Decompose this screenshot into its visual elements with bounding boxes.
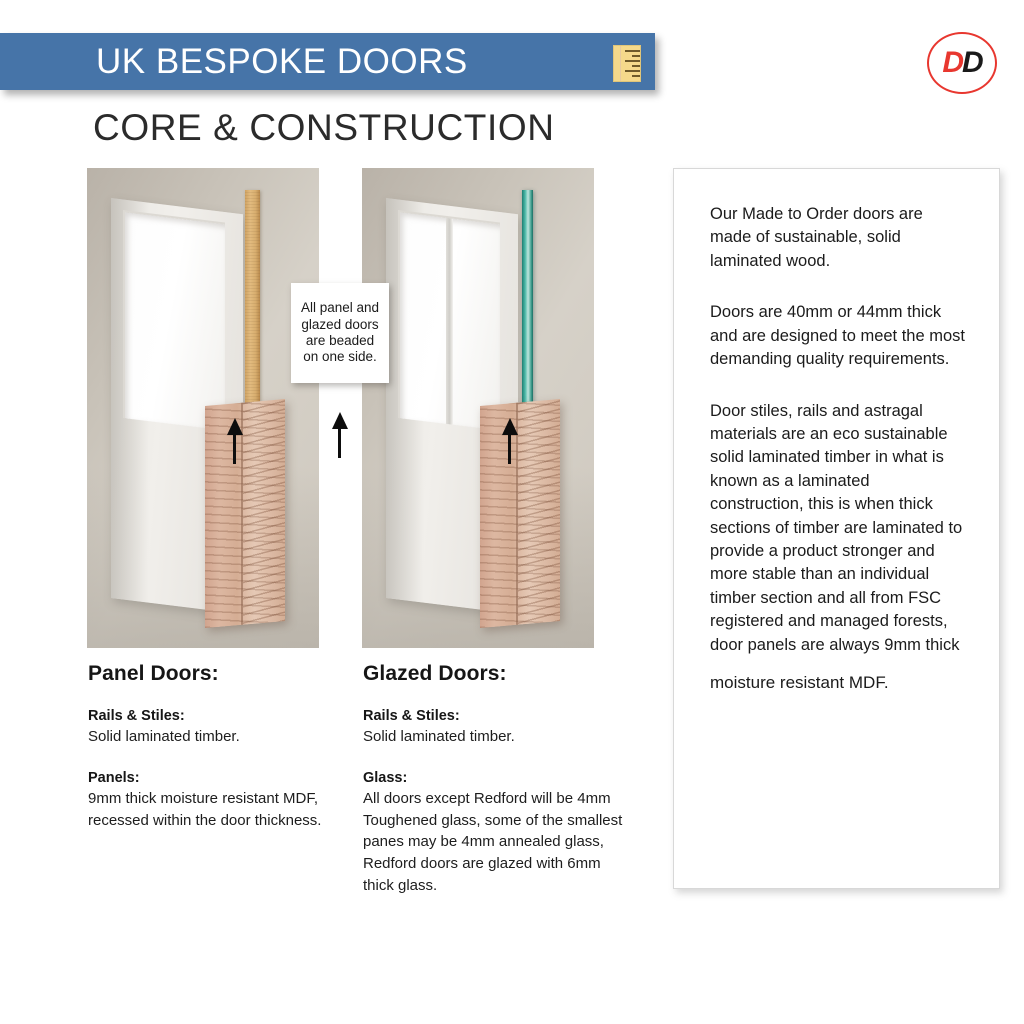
caption-text-panels: 9mm thick moisture resistant MDF, recessed within the door thickness. <box>88 789 322 829</box>
caption-text-rails-stiles: Solid laminated timber. <box>88 728 240 745</box>
info-panel-content <box>674 169 999 695</box>
info-paragraph-1: Our Made to Order doors are made of sustainable, solid laminated wood. <box>710 205 923 270</box>
info-paragraph-2: Doors are 40mm or 44mm thick and are designed to meet the most demanding quality requirements. <box>710 303 965 369</box>
info-paragraph-4: moisture resistant MDF. <box>710 673 889 693</box>
caption-panel-doors <box>88 662 348 831</box>
pointer-arrow-icon <box>502 418 518 464</box>
ruler-tick <box>632 55 640 57</box>
timber-grain-side <box>243 399 285 625</box>
timber-grain-side <box>518 399 560 625</box>
glass-edge <box>522 190 533 412</box>
caption-label-rails-stiles: Rails & Stiles: <box>363 708 460 724</box>
page-title: UK BESPOKE DOORS <box>96 41 468 81</box>
caption-label-rails-stiles: Rails & Stiles: <box>88 708 185 724</box>
ruler-tick <box>625 70 640 72</box>
info-panel <box>673 168 1000 889</box>
caption-text-rails-stiles: Solid laminated timber. <box>363 728 515 745</box>
pointer-arrow-icon-middle <box>332 412 348 458</box>
caption-label-glass: Glass: <box>363 769 408 786</box>
recessed-panel <box>123 210 225 431</box>
ruler-tick <box>625 50 640 52</box>
callout-text: All panel and glazed doors are beaded on one side. <box>300 300 380 365</box>
laminated-timber-stile <box>205 399 285 628</box>
ruler-spine <box>620 46 621 81</box>
arrow-shaft <box>233 431 236 464</box>
ruler-tick <box>632 75 640 77</box>
caption-title: Panel Doors: <box>88 662 219 685</box>
caption-text-glass: All doors except Redford will be 4mm Toughened glass, some of the smallest panes may be 4mm annealed glass, Redford doors are glazed with 6mm thick glass. <box>363 789 623 894</box>
arrow-shaft <box>508 431 511 464</box>
arrow-shaft <box>338 425 341 458</box>
ruler-tick <box>625 60 640 62</box>
laminated-timber-stile <box>480 399 560 628</box>
logo-lettermark <box>942 48 981 78</box>
caption-glazed-doors <box>363 662 623 897</box>
glazing-bar <box>446 218 453 425</box>
ruler-icon <box>613 45 641 82</box>
info-paragraph-3: Door stiles, rails and astragal materials are an eco sustainable solid laminated timber in what is known as a laminated construction, this is when thick sections of timber are laminated to provide a product stronger and more stable than an individual timber section and all from FSC registered and managed forests, door panels are always 9mm thick <box>710 401 963 654</box>
section-title: CORE & CONSTRUCTION <box>93 107 555 148</box>
caption-title: Glazed Doors: <box>363 662 507 685</box>
ruler-tick <box>632 65 640 67</box>
mdf-panel-edge <box>245 190 260 412</box>
logo-letter-black: D <box>962 46 982 79</box>
glass-pane-opening <box>398 210 500 431</box>
glazed-door-photo <box>362 168 594 648</box>
pointer-arrow-icon <box>227 418 243 464</box>
caption-label-panels: Panels: <box>88 769 140 786</box>
panel-door-photo <box>87 168 319 648</box>
callout-beaded-note <box>291 283 389 383</box>
header-banner <box>0 33 655 90</box>
logo-letter-red: D <box>942 46 962 79</box>
brand-logo <box>927 32 997 94</box>
